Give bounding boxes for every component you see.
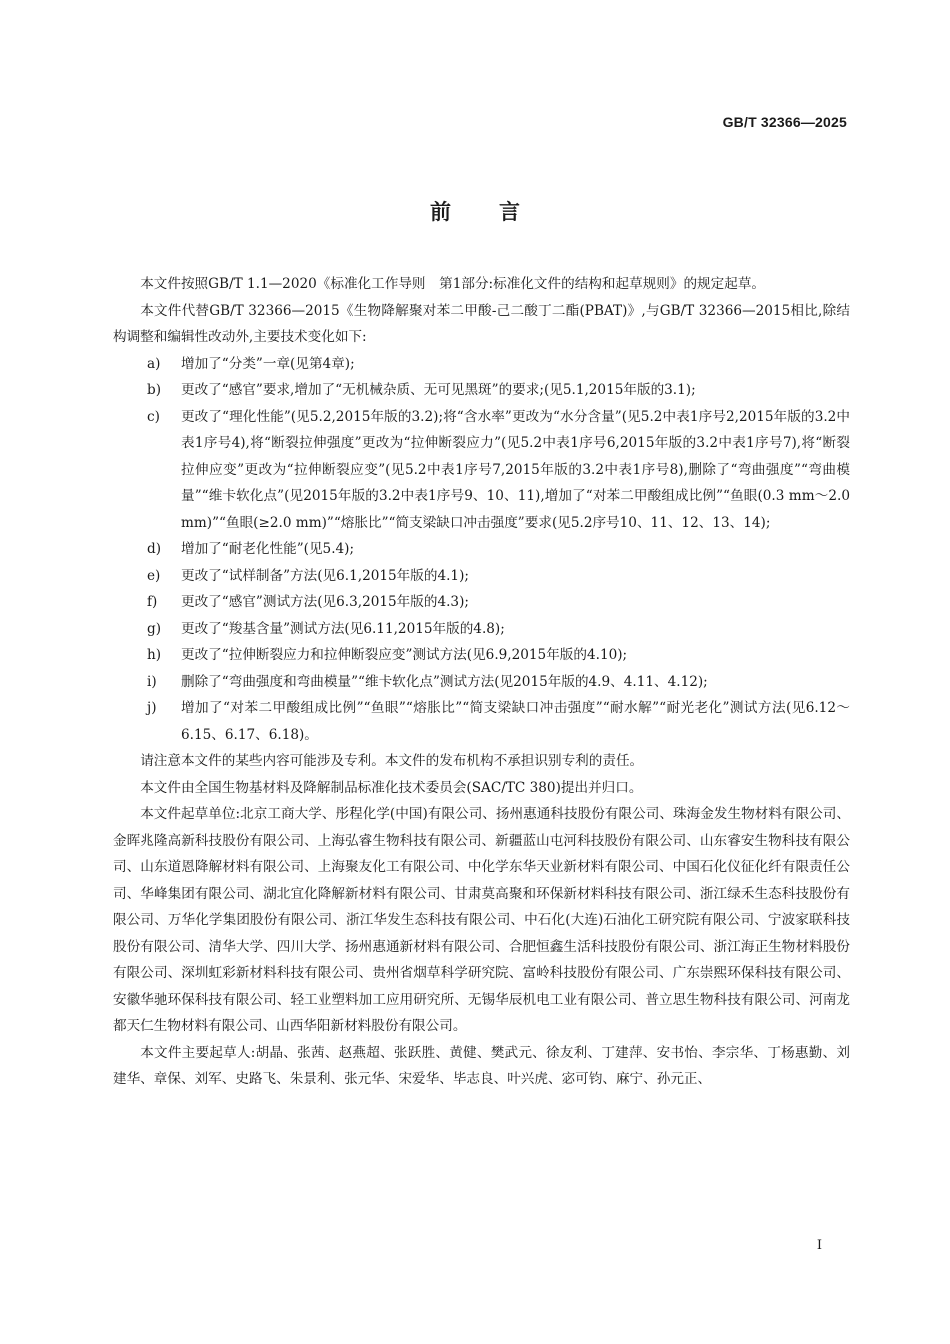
list-marker: a) (147, 355, 161, 372)
list-item (113, 351, 850, 378)
list-text: 增加了“耐老化性能”(见5.4); (181, 541, 355, 557)
list-text: 更改了“感官”要求,增加了“无机械杂质、无可见黑斑”的要求;(见5.1,2015年版的3.1); (181, 382, 696, 398)
list-marker: f) (147, 594, 158, 610)
list-text: 更改了“羧基含量”测试方法(见6.11,2015年版的4.8); (181, 620, 505, 637)
list-item (113, 695, 850, 748)
page-number: I (816, 1238, 822, 1253)
paragraph-proposer: 本文件由全国生物基材料及降解制品标准化技术委员会(SAC/TC 380)提出并归口。 (140, 779, 643, 796)
list-text: 更改了“试样制备”方法(见6.1,2015年版的4.1); (181, 567, 469, 584)
list-marker: g) (147, 620, 162, 637)
list-item (113, 404, 850, 537)
paragraph-patent-notice: 请注意本文件的某些内容可能涉及专利。本文件的发布机构不承担识别专利的责任。 (140, 753, 644, 769)
list-text: 增加了“分类”一章(见第4章); (181, 355, 355, 372)
list-marker: j) (147, 700, 157, 716)
paragraph-drafting-rules: 本文件按照GB/T 1.1—2020《标准化工作导则 第1部分:标准化文件的结构和起草规则》的规定起草。 (140, 276, 766, 292)
paragraph-drafters: 本文件主要起草人:胡晶、张茜、赵燕超、张跃胜、黄健、樊武元、徐友利、丁建萍、安书怡、李宗华、丁杨惠勤、刘建华、章保、刘军、史路飞、朱景利、张元华、宋爱华、毕志良、叶兴虎、宓可钧、麻宁、孙元正、 (113, 1044, 850, 1087)
list-item (113, 563, 850, 590)
list-item (113, 377, 850, 404)
list-item (113, 616, 850, 643)
list-marker: i) (147, 673, 157, 690)
list-text: 增加了“对苯二甲酸组成比例”“鱼眼”“熔胀比”“简支梁缺口冲击强度”“耐水解”“耐光老化”测试方法(见6.12～6.15、6.17、6.18)。 (181, 700, 850, 743)
list-item (113, 669, 850, 696)
list-text: 删除了“弯曲强度和弯曲模量”“维卡软化点”测试方法(见2015年版的4.9、4.11、4.12); (181, 673, 708, 690)
list-item (113, 642, 850, 669)
list-text: 更改了“拉伸断裂应力和拉伸断裂应变”测试方法(见6.9,2015年版的4.10); (181, 647, 628, 663)
list-marker: h) (147, 647, 162, 663)
list-marker: d) (147, 541, 162, 557)
standard-code: GB/T 32366—2025 (722, 114, 847, 130)
list-item (113, 589, 850, 616)
page-title: 前言 (430, 200, 568, 224)
list-item (113, 536, 850, 563)
list-marker: e) (147, 567, 161, 584)
list-marker: b) (147, 382, 162, 398)
document-body (113, 271, 850, 1093)
paragraph-drafting-units: 本文件起草单位:北京工商大学、彤程化学(中国)有限公司、扬州惠通科技股份有限公司、珠海金发生物材料有限公司、金晖兆隆高新科技股份有限公司、上海弘睿生物科技有限公司、新疆蓝山屯河科技股份有限公司、山东睿安生物科技有限公司、山东道恩降解材料有限公司、上海聚友化工有限公司、中化学东华天业新材料有限公司、中国石化仪征化纤有限责任公司、华峰集团有限公司、湖北宜化降解新材料有限公司、甘肃莫高聚和环保新材料科技有限公司、浙江绿禾生态科技股份有限公司、万华化学集团股份有限公司、浙江华发生态科技有限公司、中石化(大连)石油化工研究院有限公司、宁波家联科技股份有限公司、清华大学、四川大学、扬州惠通新材料有限公司、合肥恒鑫生活科技股份有限公司、浙江海正生物材料股份有限公司、深圳虹彩新材料科技有限公司、贵州省烟草科学研究院、富岭科技股份有限公司、广东崇熙环保科技有限公司、安徽华驰环保科技有限公司、轻工业塑料加工应用研究所、无锡华辰机电工业有限公司、普立思生物科技有限公司、河南龙都天仁生物材料有限公司、山西华阳新材料股份有限公司。 (113, 806, 850, 1034)
list-text: 更改了“感官”测试方法(见6.3,2015年版的4.3); (181, 594, 469, 610)
paragraph-replacement: 本文件代替GB/T 32366—2015《生物降解聚对苯二甲酸-己二酸丁二酯(PBAT)》,与GB/T 32366—2015相比,除结构调整和编辑性改动外,主要技术变化如下: (113, 302, 850, 345)
list-marker: c) (147, 408, 160, 425)
list-text: 更改了“理化性能”(见5.2,2015年版的3.2);将“含水率”更改为“水分含量”(见5.2中表1序号2,2015年版的3.2中表1序号4),将“断裂拉伸强度”更改为“拉伸断裂应力”(见5.2中表1序号6,2015年版的3.2中表1序号7),将“断裂拉伸应变”更改为“拉伸断裂应变”(见5.2中表1序号7,2015年版的3.2中表1序号8),删除了“弯曲强度”“弯曲模量”“维卡软化点”(见2015年版的3.2中表1序号9、10、11),增加了“对苯二甲酸组成比例”“鱼眼(0.3 mm～2.0 mm)”“鱼眼(≥2.0 mm)”“熔胀比”“简支梁缺口冲击强度”要求(见5.2序号10、11、12、13、14); (181, 408, 850, 531)
